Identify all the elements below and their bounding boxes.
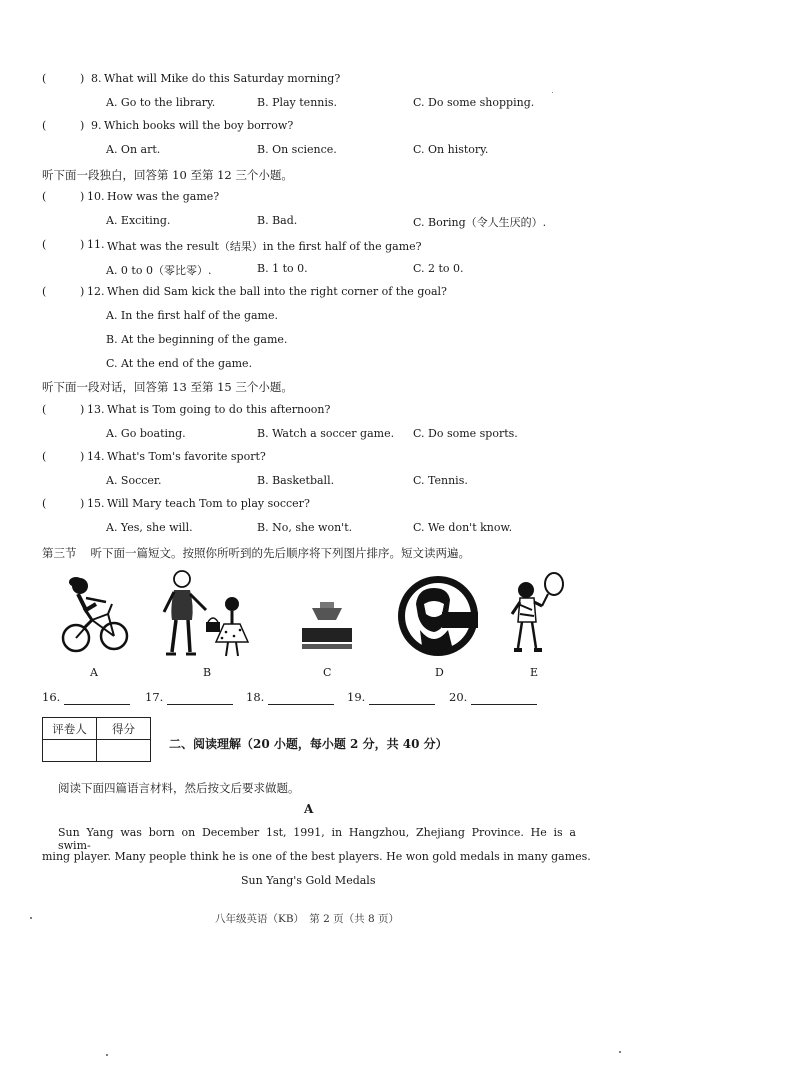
- picture-label-a: A: [90, 666, 98, 679]
- option-b[interactable]: B. Basketball.: [257, 474, 335, 487]
- blank-number: 20.: [449, 690, 468, 704]
- question-number: 14: [87, 450, 101, 463]
- option-c[interactable]: C. Boring（令人生厌的）.: [413, 216, 547, 229]
- option-b[interactable]: B. 1 to 0.: [257, 262, 308, 275]
- answer-blank-line[interactable]: [64, 704, 130, 705]
- answer-blank[interactable]: [50, 72, 78, 85]
- wanda-cinema-logo-icon: [298, 598, 356, 652]
- blank-number: 16.: [42, 690, 61, 704]
- option-c[interactable]: C. 2 to 0.: [413, 262, 464, 275]
- blank-number: 19.: [347, 690, 366, 704]
- blank-number: 18.: [246, 690, 265, 704]
- section3-instruction: 听下面一篇短文。按照你所听到的先后顺序将下列图片排序。短文读两遍。: [90, 546, 470, 560]
- section3-label: 第三节: [42, 546, 77, 560]
- picture-label-d: D: [435, 666, 444, 679]
- answer-paren-close: ): [80, 119, 85, 132]
- option-c[interactable]: C. We don't know.: [413, 521, 513, 534]
- grandpa-and-girl-icon: [150, 568, 256, 660]
- answer-paren-open: (: [42, 119, 47, 132]
- option-b[interactable]: B. At the beginning of the game.: [106, 333, 288, 346]
- boy-playing-tennis-icon: [508, 570, 566, 660]
- section3-header: [42, 545, 470, 561]
- score-header: 得分: [97, 718, 151, 740]
- question-dot: .: [101, 497, 105, 510]
- question-stem: What's Tom's favorite sport?: [107, 450, 266, 463]
- question-dot: .: [101, 285, 105, 298]
- option-a[interactable]: A. Exciting.: [106, 214, 171, 227]
- option-c[interactable]: C. Do some sports.: [413, 427, 518, 440]
- answer-blank[interactable]: [50, 497, 78, 510]
- question-stem: When did Sam kick the ball into the right corner of the goal?: [107, 285, 447, 298]
- answer-blank-line[interactable]: [268, 704, 334, 705]
- reading-intro: 阅读下面四篇语言材料，然后按文后要求做题。: [58, 781, 300, 795]
- intro-questions-10-12: 听下面一段独白，回答第 10 至第 12 三个小题。: [42, 168, 293, 182]
- answer-blank[interactable]: [50, 403, 78, 416]
- option-c[interactable]: C. Do some shopping.: [413, 96, 535, 109]
- answer-paren-close: ): [80, 403, 85, 416]
- part2-title: 二、阅读理解（20 小题，每小题 2 分，共 40 分）: [169, 737, 448, 751]
- answer-blank[interactable]: [50, 450, 78, 463]
- answer-paren-open: (: [42, 285, 47, 298]
- answer-paren-close: ): [80, 190, 85, 203]
- question-dot: .: [101, 238, 105, 251]
- answer-paren-close: ): [80, 497, 85, 510]
- answer-paren-close: ): [80, 72, 85, 85]
- answer-paren-close: ): [80, 238, 85, 251]
- score-cell[interactable]: [97, 740, 151, 762]
- option-b[interactable]: B. No, she won't.: [257, 521, 353, 534]
- option-a[interactable]: A. In the first half of the game.: [106, 309, 278, 322]
- question-number: 10: [87, 190, 101, 203]
- answer-blank-line[interactable]: [369, 704, 435, 705]
- scan-speck: [30, 917, 32, 919]
- option-c[interactable]: C. On history.: [413, 143, 489, 156]
- answer-blank[interactable]: [50, 119, 78, 132]
- answer-paren-open: (: [42, 403, 47, 416]
- question-stem: What is Tom going to do this afternoon?: [107, 403, 331, 416]
- option-a[interactable]: A. On art.: [106, 143, 161, 156]
- answer-blank[interactable]: [50, 238, 78, 251]
- picture-label-e: E: [530, 666, 539, 679]
- option-b[interactable]: B. Bad.: [257, 214, 298, 227]
- passage-line-2: ming player. Many people think he is one of the best players. He won gold medals in many games.: [42, 850, 591, 863]
- option-a[interactable]: A. Yes, she will.: [106, 521, 193, 534]
- answer-blank-line[interactable]: [471, 704, 537, 705]
- question-dot: .: [101, 450, 105, 463]
- option-a[interactable]: A. Go boating.: [106, 427, 186, 440]
- question-number: 15: [87, 497, 101, 510]
- passage-letter: A: [304, 802, 314, 816]
- passage-line-1: Sun Yang was born on December 1st, 1991, in Hangzhou, Zhejiang Province. He is a swim-: [58, 826, 576, 852]
- intro-questions-13-15: 听下面一段对话，回答第 13 至第 15 三个小题。: [42, 380, 293, 394]
- question-number: 8: [91, 72, 98, 85]
- question-number: 12: [87, 285, 101, 298]
- page-footer: 八年级英语（KB） 第 2 页（共 8 页）: [215, 913, 400, 925]
- question-stem: What will Mike do this Saturday morning?: [104, 72, 341, 85]
- scan-speck: [552, 92, 553, 93]
- question-stem: Which books will the boy borrow?: [104, 119, 294, 132]
- question-number: 9: [91, 119, 98, 132]
- grader-cell[interactable]: [43, 740, 97, 762]
- grader-header: 评卷人: [43, 718, 97, 740]
- option-a[interactable]: A. 0 to 0（零比零）.: [106, 264, 212, 277]
- question-stem: Will Mary teach Tom to play soccer?: [107, 497, 310, 510]
- scan-speck: [619, 1051, 621, 1053]
- answer-paren-open: (: [42, 497, 47, 510]
- option-c[interactable]: C. Tennis.: [413, 474, 468, 487]
- gold-medals-table-title: Sun Yang's Gold Medals: [241, 874, 376, 887]
- question-dot: .: [101, 190, 105, 203]
- question-number: 13: [87, 403, 101, 416]
- girl-riding-bike-icon: [58, 574, 132, 656]
- question-stem: What was the result（结果）in the first half of the game?: [107, 240, 422, 253]
- answer-paren-open: (: [42, 450, 47, 463]
- answer-blank[interactable]: [50, 285, 78, 298]
- option-b[interactable]: B. On science.: [257, 143, 337, 156]
- answer-paren-close: ): [80, 450, 85, 463]
- question-number: 11: [87, 238, 101, 251]
- answer-paren-open: (: [42, 72, 47, 85]
- option-b[interactable]: B. Play tennis.: [257, 96, 338, 109]
- option-a[interactable]: A. Soccer.: [106, 474, 162, 487]
- picture-label-c: C: [323, 666, 332, 679]
- option-a[interactable]: A. Go to the library.: [106, 96, 216, 109]
- question-dot: .: [98, 119, 102, 132]
- answer-paren-open: (: [42, 190, 47, 203]
- option-c[interactable]: C. At the end of the game.: [106, 357, 253, 370]
- answer-paren-open: (: [42, 238, 47, 251]
- question-dot: .: [101, 403, 105, 416]
- scan-speck: [106, 1054, 108, 1056]
- answer-blank-line[interactable]: [167, 704, 233, 705]
- answer-paren-close: ): [80, 285, 85, 298]
- blank-number: 17.: [145, 690, 164, 704]
- score-box: [42, 717, 151, 762]
- answer-blank[interactable]: [50, 190, 78, 203]
- question-stem: How was the game?: [107, 190, 220, 203]
- question-dot: .: [98, 72, 102, 85]
- kfc-logo-icon: [396, 574, 480, 658]
- picture-label-b: B: [203, 666, 212, 679]
- option-b[interactable]: B. Watch a soccer game.: [257, 427, 395, 440]
